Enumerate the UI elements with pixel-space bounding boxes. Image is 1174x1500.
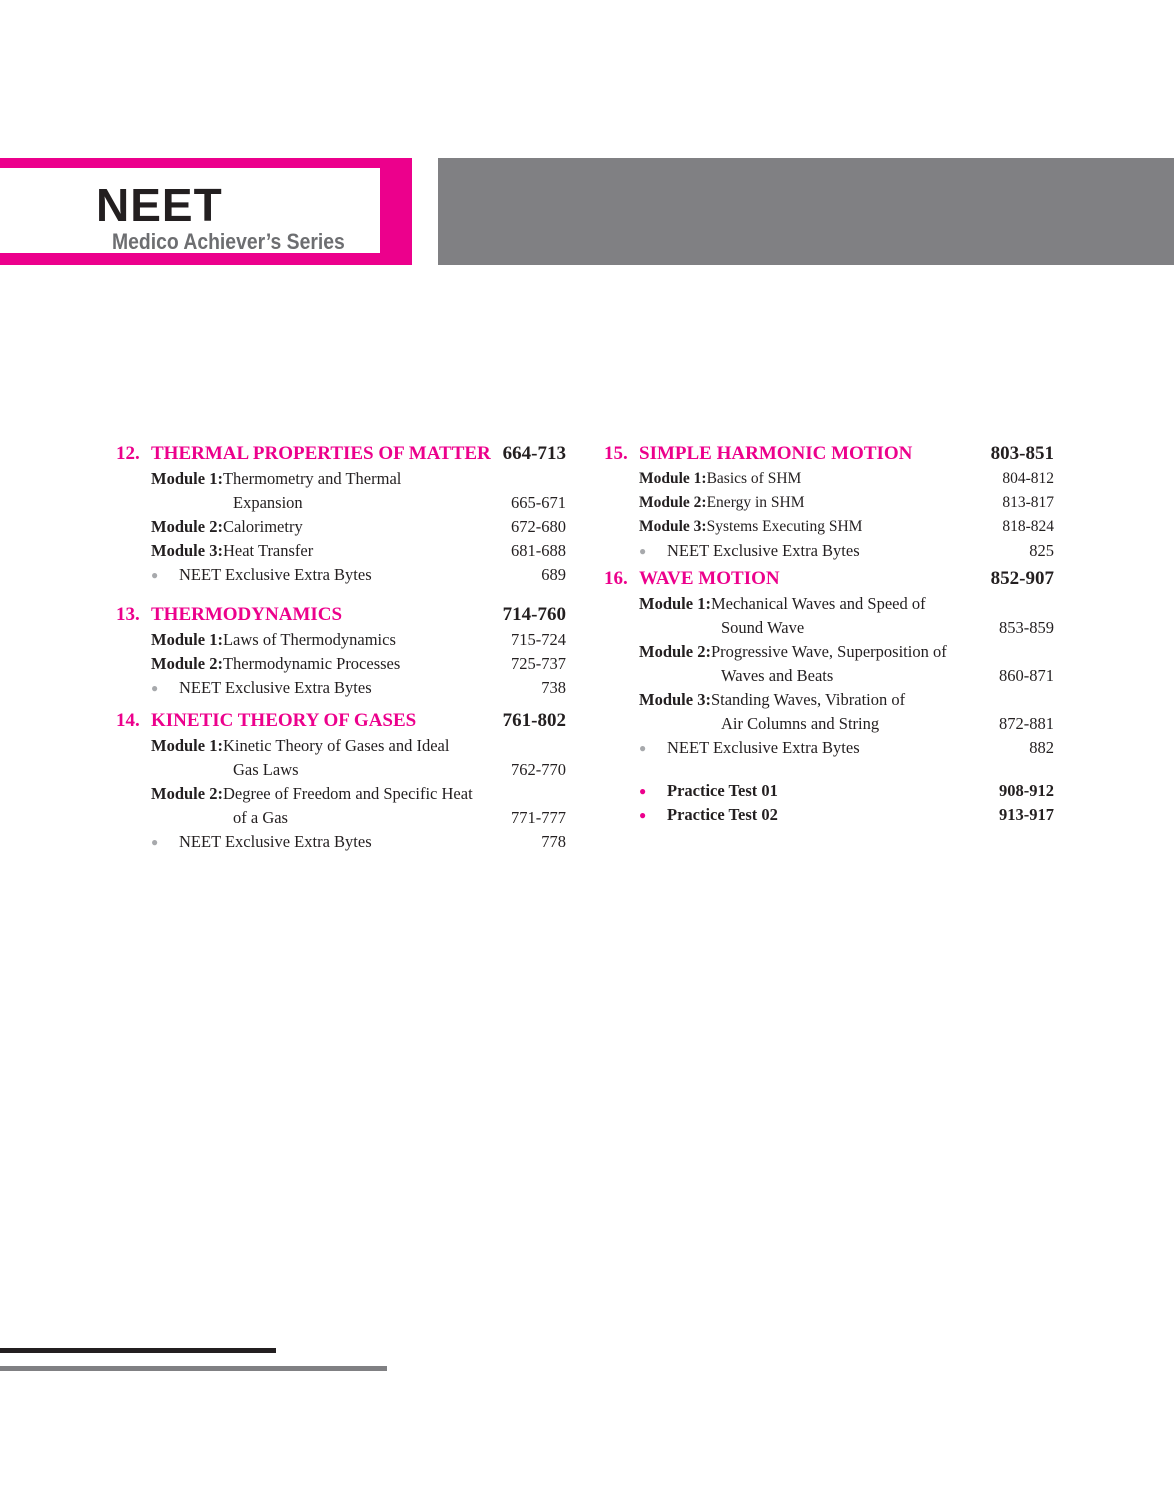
module-title: Thermometry and Thermal (222, 469, 402, 488)
bullet-icon: ● (151, 568, 159, 582)
module-pages: 725-737 (511, 654, 566, 673)
chapter-number: 15. (604, 443, 628, 464)
footer-rule-grey (0, 1366, 387, 1371)
extra-bytes-pages: 778 (541, 832, 566, 851)
extra-bytes-entry (116, 563, 566, 587)
chapter-title: KINETIC THEORY OF GASES (151, 710, 417, 731)
extra-bytes-label: NEET Exclusive Extra Bytes (179, 565, 372, 584)
module-title: Thermodynamic Processes (222, 654, 401, 673)
module-entry (116, 515, 566, 539)
module-pages: 665-671 (511, 493, 566, 512)
module-label: Module 3: (151, 541, 223, 560)
extra-bytes-pages: 882 (1029, 738, 1054, 757)
module-title-cont: Sound Wave (721, 618, 805, 637)
practice-tests (604, 779, 1054, 827)
extra-bytes-label: NEET Exclusive Extra Bytes (179, 678, 372, 697)
module-entry (116, 467, 566, 515)
chapter-pages: 714-760 (502, 604, 566, 625)
practice-test-pages: 908-912 (999, 781, 1054, 800)
chapter-heading (116, 601, 566, 628)
module-title-cont: Waves and Beats (721, 666, 834, 685)
module-label: Module 2: (639, 642, 711, 661)
module-title: Standing Waves, Vibration of (710, 690, 906, 709)
chapter-14 (116, 707, 566, 854)
module-title: Energy in SHM (706, 494, 805, 511)
module-pages: 715-724 (511, 630, 566, 649)
module-entry (116, 734, 566, 782)
bullet-icon: ● (151, 681, 159, 695)
brand-logo (0, 168, 380, 253)
module-entry (116, 628, 566, 652)
module-title: Heat Transfer (222, 541, 314, 560)
module-entry (604, 592, 1054, 640)
module-entry (604, 640, 1054, 688)
module-title: Mechanical Waves and Speed of (710, 594, 926, 613)
brand-subtitle: Medico Achiever’s Series (112, 229, 345, 254)
extra-bytes-entry (604, 736, 1054, 760)
practice-test-label: Practice Test 02 (667, 805, 778, 824)
brand-logo-frame (0, 158, 412, 265)
extra-bytes-label: NEET Exclusive Extra Bytes (179, 832, 372, 851)
chapter-12 (116, 440, 566, 587)
module-label: Module 1: (151, 630, 223, 649)
module-title: Progressive Wave, Superposition of (710, 642, 947, 661)
module-title: Kinetic Theory of Gases and Ideal (222, 736, 450, 755)
practice-test-pages: 913-917 (999, 805, 1054, 824)
toc-left-column (116, 440, 566, 854)
chapter-number: 12. (116, 443, 140, 464)
chapter-pages: 761-802 (502, 710, 566, 731)
extra-bytes-pages: 825 (1029, 541, 1054, 560)
module-pages: 860-871 (999, 666, 1054, 685)
module-label: Module 3: (639, 518, 707, 535)
module-title: Degree of Freedom and Specific Heat (222, 784, 473, 803)
practice-test-entry (604, 779, 1054, 803)
chapter-number: 14. (116, 710, 140, 731)
chapter-number: 16. (604, 568, 628, 589)
module-label: Module 2: (639, 494, 707, 511)
extra-bytes-pages: 738 (541, 678, 566, 697)
practice-test-entry (604, 803, 1054, 827)
module-pages: 672-680 (511, 517, 566, 536)
extra-bytes-entry (116, 830, 566, 854)
chapter-pages: 852-907 (990, 568, 1054, 589)
module-title-cont: of a Gas (233, 808, 288, 827)
module-entry (116, 539, 566, 563)
chapter-heading (604, 565, 1054, 592)
chapter-heading (116, 440, 566, 467)
module-title: Calorimetry (222, 517, 303, 536)
module-pages: 762-770 (511, 760, 566, 779)
module-pages: 853-859 (999, 618, 1054, 637)
chapter-16 (604, 565, 1054, 760)
extra-bytes-pages: 689 (541, 565, 566, 584)
module-entry (116, 782, 566, 830)
bullet-icon: ● (639, 784, 647, 798)
brand-title: NEET (96, 179, 223, 231)
module-label: Module 1: (639, 594, 711, 613)
module-label: Module 1: (639, 470, 707, 487)
module-entry (604, 491, 1054, 515)
header-grey-bar (438, 158, 1174, 265)
chapter-title: THERMAL PROPERTIES OF MATTER (151, 443, 491, 464)
footer-rule-black (0, 1348, 276, 1353)
module-label: Module 1: (151, 469, 223, 488)
module-pages: 872-881 (999, 714, 1054, 733)
extra-bytes-label: NEET Exclusive Extra Bytes (667, 541, 860, 560)
module-label: Module 3: (639, 690, 711, 709)
chapter-title: SIMPLE HARMONIC MOTION (639, 443, 913, 464)
module-label: Module 1: (151, 736, 223, 755)
chapter-15 (604, 440, 1054, 563)
module-pages: 681-688 (511, 541, 566, 560)
module-pages: 813-817 (1002, 494, 1054, 511)
module-label: Module 2: (151, 517, 223, 536)
module-entry (116, 652, 566, 676)
module-label: Module 2: (151, 784, 223, 803)
module-entry (604, 688, 1054, 736)
chapter-heading (604, 440, 1054, 467)
chapter-13 (116, 601, 566, 700)
module-entry (604, 467, 1054, 491)
toc-right-column (604, 440, 1054, 827)
extra-bytes-entry (116, 676, 566, 700)
module-pages: 804-812 (1002, 470, 1054, 487)
chapter-pages: 664-713 (502, 443, 566, 464)
bullet-icon: ● (639, 808, 647, 822)
bullet-icon: ● (639, 741, 647, 755)
module-entry (604, 515, 1054, 539)
module-title: Laws of Thermodynamics (222, 630, 396, 649)
module-title-cont: Air Columns and String (721, 714, 880, 733)
chapter-pages: 803-851 (990, 443, 1054, 464)
chapter-title: WAVE MOTION (639, 568, 780, 589)
chapter-number: 13. (116, 604, 140, 625)
module-title: Basics of SHM (706, 470, 802, 487)
module-title-cont: Expansion (233, 493, 303, 512)
module-pages: 771-777 (511, 808, 566, 827)
chapter-heading (116, 707, 566, 734)
module-label: Module 2: (151, 654, 223, 673)
bullet-icon: ● (151, 835, 159, 849)
chapter-title: THERMODYNAMICS (151, 604, 343, 625)
practice-test-label: Practice Test 01 (667, 781, 778, 800)
module-title-cont: Gas Laws (233, 760, 299, 779)
module-pages: 818-824 (1002, 518, 1054, 535)
extra-bytes-entry (604, 539, 1054, 563)
extra-bytes-label: NEET Exclusive Extra Bytes (667, 738, 860, 757)
bullet-icon: ● (639, 544, 647, 558)
module-title: Systems Executing SHM (706, 518, 863, 535)
